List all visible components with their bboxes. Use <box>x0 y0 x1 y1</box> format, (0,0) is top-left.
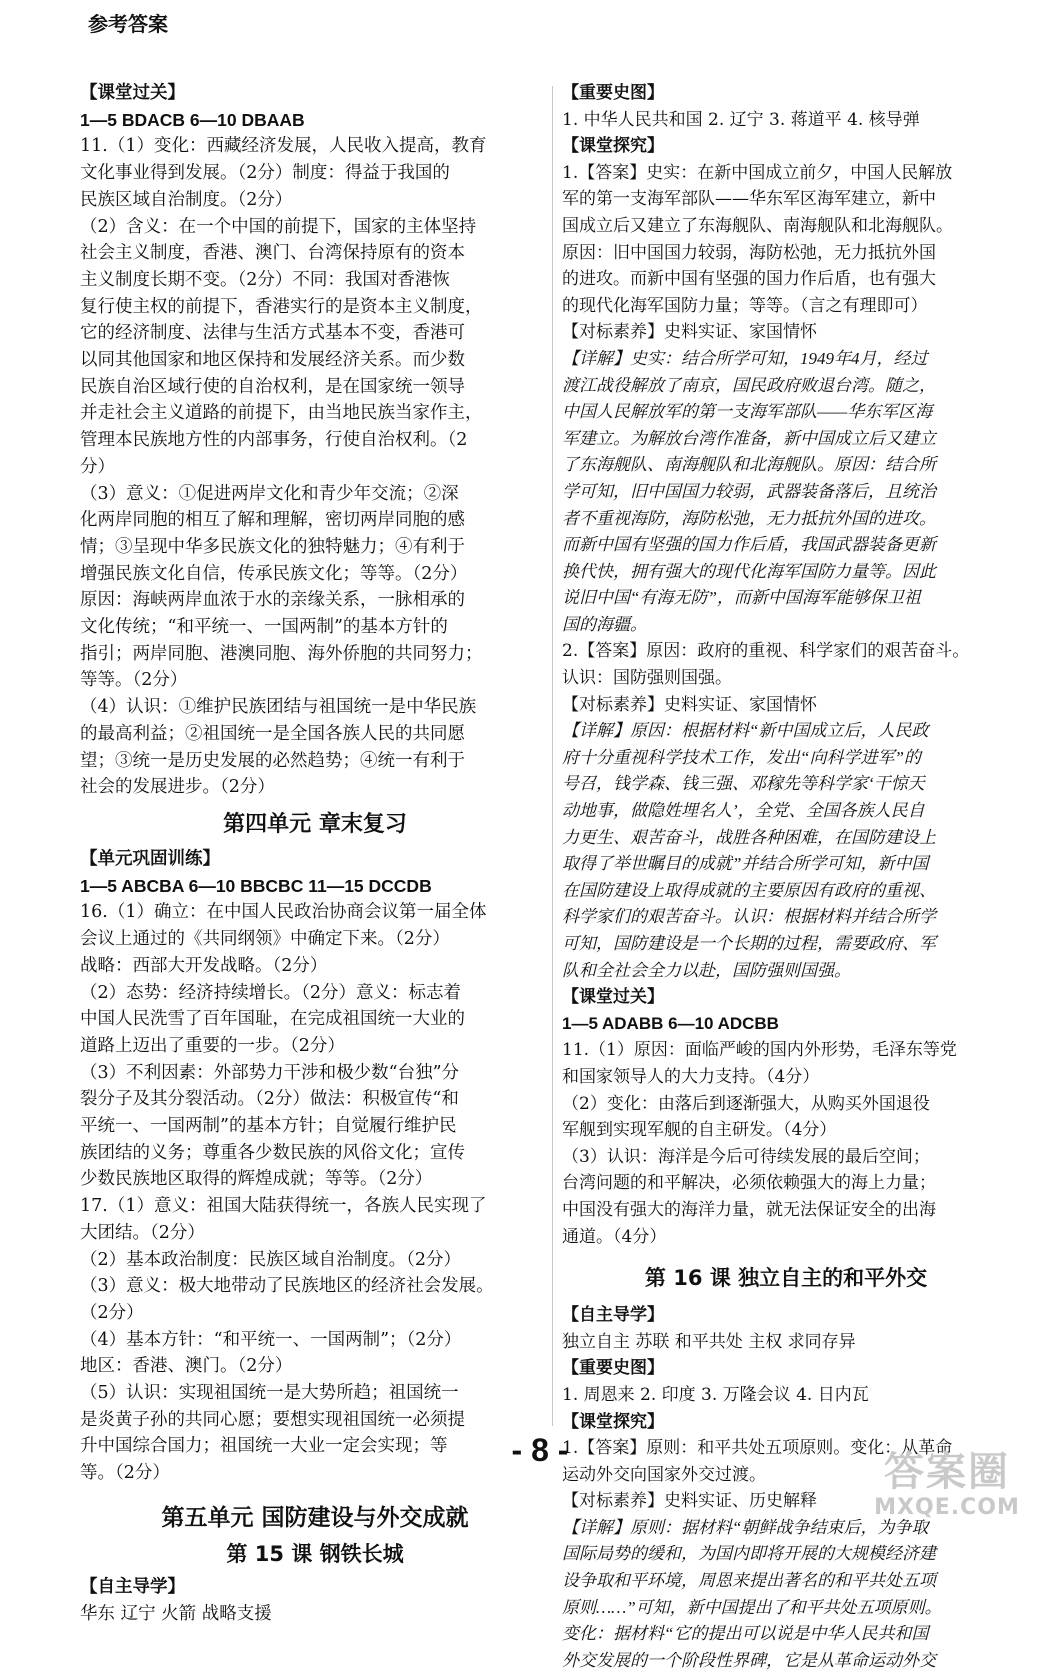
text-line: 社会主义制度，香港、澳门、台湾保持原有的资本 <box>80 243 465 264</box>
text-line: 1—5 ABCBA 6—10 BBCBC 11—15 DCCDB <box>80 875 432 896</box>
text-line: 原因：旧中国国力较弱，海防松弛，无力抵抗外国 <box>562 242 936 263</box>
text-line: 11.（1）变化：西藏经济发展，人民收入提高，教育 <box>80 136 487 157</box>
unit4-title: 第四单元 章末复习 <box>223 811 407 837</box>
text-line: 【对标素养】史料实证、家国情怀 <box>562 322 817 343</box>
text-line: 的现代化海军国防力量；等等。（言之有理即可） <box>562 295 928 316</box>
text-line: 换代快，拥有强大的现代化海军国防力量等。因此 <box>562 561 936 581</box>
text-line: 变化：据材料“它的提出可以说是中华人民共和国 <box>562 1624 929 1644</box>
text-line: 中国人民洗雪了百年国耻，在完成祖国统一大业的 <box>80 1009 465 1030</box>
text-line: 管理本民族地方性的内部事务，行使自治权利。（2 <box>80 430 468 451</box>
text-line: 科学家们的艰苦奋斗。认识：根据材料并结合所学 <box>562 907 936 927</box>
section-tag: 【课堂探究】 <box>562 136 664 157</box>
section-tag: 【自主导学】 <box>562 1305 664 1326</box>
text-line: 而新中国有坚强的国力作后盾，我国武器装备更新 <box>562 535 936 555</box>
text-line: 平统一、一国两制”的基本方针；自觉履行维护民 <box>80 1116 457 1137</box>
section-tag: 【重要史图】 <box>562 83 664 103</box>
text-line: 动地事，做隐姓埋名人’，全党、全国各族人民自 <box>562 801 925 821</box>
lesson15-title: 第 15 课 钢铁长城 <box>226 1541 404 1566</box>
text-line: 升中国综合国力；祖国统一大业一定会实现；等 <box>80 1436 448 1457</box>
section-tag: 【单元巩固训练】 <box>80 848 220 869</box>
text-line: 【详解】原因：根据材料“新中国成立后，人民政 <box>562 721 929 741</box>
text-line: 原则……”可知，新中国提出了和平共处五项原则。 <box>562 1597 942 1617</box>
section-tag: 【课堂过关】 <box>562 987 664 1008</box>
text-line: 国际局势的缓和，为国内即将开展的大规模经济建 <box>562 1544 936 1564</box>
text-line: 1. 周恩来 2. 印度 3. 万隆会议 4. 日内瓦 <box>562 1384 869 1405</box>
lesson15-guide-block <box>80 1574 550 1627</box>
text-line: 17.（1）意义：祖国大陆获得统一，各族人民实现了 <box>80 1196 487 1217</box>
text-line: 1.【答案】史实：在新中国成立前夕，中国人民解放 <box>562 162 953 183</box>
text-line: 1. 中华人民共和国 2. 辽宁 3. 蒋道平 4. 核导弹 <box>562 109 920 130</box>
text-line: 16.（1）确立：在中国人民政治协商会议第一届全体 <box>80 902 487 923</box>
text-line: 1—5 BDACB 6—10 DBAAB <box>80 109 305 130</box>
text-line: 它的经济制度、法律与生活方式基本不变，香港可 <box>80 323 465 344</box>
text-line: （3）不利因素：外部势力干涉和极少数“台独”分 <box>80 1062 460 1083</box>
text-line: （2）含义：在一个中国的前提下，国家的主体坚持 <box>80 216 477 237</box>
text-line: 说旧中国“有海无防”，而新中国海军能够保卫祖 <box>562 588 921 608</box>
section-tag: 【课堂探究】 <box>562 1411 664 1432</box>
text-line: （5）认识：实现祖国统一是大势所趋；祖国统一 <box>80 1383 459 1404</box>
text-line: 裂分子及其分裂活动。（2分）做法：积极宣传“和 <box>80 1089 459 1110</box>
text-line: 中国没有强大的海洋力量，就无法保证安全的出海 <box>562 1199 936 1220</box>
left-column <box>80 80 550 1627</box>
text-line: 分） <box>80 456 115 477</box>
text-line: 并走社会主义道路的前提下，由当地民族当家作主， <box>80 403 483 424</box>
text-line: 民族区域自治制度。（2分） <box>80 189 293 210</box>
section-tag: 【课堂过关】 <box>80 83 185 103</box>
text-line: （4）认识：①维护民族团结与祖国统一是中华民族 <box>80 697 477 718</box>
text-line: 外交发展的一个阶段性界碑，它是从革命运动外交 <box>562 1650 936 1670</box>
text-line: 等等。（2分） <box>80 670 188 691</box>
text-line: 可知，国防建设是一个长期的过程，需要政府、军 <box>562 934 936 953</box>
text-line: 【对标素养】史料实证、历史解释 <box>562 1491 817 1512</box>
text-line: 望；③统一是历史发展的必然趋势；④统一有利于 <box>80 750 465 771</box>
text-line: 【详解】原则：据材料“朝鲜战争结束后，为争取 <box>562 1517 929 1537</box>
page-header: 参考答案 <box>88 12 168 36</box>
text-line: 通道。（4分） <box>562 1226 667 1247</box>
text-line: （3）意义：极大地带动了民族地区的经济社会发展。 <box>80 1276 494 1297</box>
text-line: 化两岸同胞的相互了解和理解，密切两岸同胞的感 <box>80 510 465 531</box>
text-line: 复行使主权的前提下，香港实行的是资本主义制度， <box>80 296 483 317</box>
text-line: 军的第一支海军部队——华东军区海军建立，新中 <box>562 189 936 210</box>
text-line: 军建立。为解放台湾作准备，新中国成立后又建立 <box>562 428 936 448</box>
text-line: 2.【答案】原因：政府的重视、科学家们的艰苦奋斗。 <box>562 641 970 662</box>
text-line: 以同其他国家和地区保持和发展经济关系。而少数 <box>80 350 465 371</box>
text-line: （2）变化：由落后到逐渐强大，从购买外国退役 <box>562 1093 930 1114</box>
text-line: 国的海疆。 <box>562 614 647 634</box>
text-line: （3）意义：①促进两岸文化和青少年交流；②深 <box>80 483 459 504</box>
text-line: 国成立后又建立了东海舰队、南海舰队和北海舰队。 <box>562 215 953 236</box>
text-line: 道路上迈出了重要的一步。（2分） <box>80 1035 345 1056</box>
right-column <box>562 80 1010 1674</box>
text-line: 府十分重视科学技术工作，发出“向科学进军”的 <box>562 747 921 767</box>
text-line: 等。（2分） <box>80 1463 170 1484</box>
text-line: 中国人民解放军的第一支海军部队——华东军区海 <box>562 402 933 422</box>
text-line: 的最高利益；②祖国统一是全国各族人民的共同愿 <box>80 723 465 744</box>
watermark-logo <box>852 1450 1042 1530</box>
text-line: 者不重视海防，海防松弛，无力抵抗外国的进攻。 <box>562 508 936 528</box>
text-line: 的进攻。而新中国有坚强的国力作后盾，也有强大 <box>562 269 936 290</box>
text-line: 学可知，旧中国国力较弱，武器装备落后，且统治 <box>562 481 936 501</box>
text-line: 社会的发展进步。（2分） <box>80 777 275 798</box>
watermark-url: MXQE.COM <box>874 1495 1020 1520</box>
section-tag: 【重要史图】 <box>562 1358 664 1379</box>
text-line: 设争取和平环境，周恩来提出著名的和平共处五项 <box>562 1571 936 1591</box>
text-line: 战略：西部大开发战略。（2分） <box>80 955 328 976</box>
unit5-title: 第五单元 国防建设与外交成就 <box>161 1504 469 1531</box>
text-line: 文化事业得到发展。（2分）制度：得益于我国的 <box>80 163 450 184</box>
text-line: 民族自治区域行使的自治权利，是在国家统一领导 <box>80 376 465 397</box>
text-line: 大团结。（2分） <box>80 1222 205 1243</box>
text-line: 原因：海峡两岸血浓于水的亲缘关系，一脉相承的 <box>80 590 465 611</box>
text-line: 华东 辽宁 火箭 战略支援 <box>80 1603 272 1624</box>
text-line: 情；③呈现中华多民族文化的独特魅力；④有利于 <box>80 536 465 557</box>
text-line: 军舰到实现军舰的自主研发。（4分） <box>562 1120 837 1141</box>
watermark-text: 答案圈 <box>884 1449 1010 1495</box>
text-line: 渡江战役解放了南京，国民政府败退台湾。随之， <box>562 375 936 395</box>
text-line: 是炎黄子孙的共同心愿；要想实现祖国统一必须提 <box>80 1409 465 1430</box>
text-line: 主义制度长期不变。（2分）不同：我国对香港恢 <box>80 269 450 290</box>
text-line: 1.【答案】原则：和平共处五项原则。变化：从革命 <box>562 1438 953 1459</box>
text-line: （3）认识：海洋是今后可待续发展的最后空间； <box>562 1146 930 1167</box>
text-line: 队和全社会全力以赴，国防强则国强。 <box>562 960 851 980</box>
text-line: 族团结的义务；尊重各少数民族的风俗文化；宣传 <box>80 1142 465 1163</box>
text-line: 指引；两岸同胞、港澳同胞、海外侨胞的共同努力； <box>80 643 483 664</box>
text-line: 取得了举世瞩目的成就”并结合所学可知，新中国 <box>562 854 929 874</box>
text-line: （2）态势：经济持续增长。（2分）意义：标志着 <box>80 982 462 1003</box>
text-line: 1—5 ADABB 6—10 ADCBB <box>562 1013 779 1033</box>
text-line: 【对标素养】史料实证、家国情怀 <box>562 694 817 715</box>
text-line: 号召，钱学森、钱三强、邓稼先等科学家‘干惊天 <box>562 774 925 794</box>
text-line: 了东海舰队、南海舰队和北海舰队。原因：结合所 <box>562 455 936 475</box>
text-line: 台湾问题的和平解决，必须依赖强大的海上力量； <box>562 1173 936 1194</box>
text-line: 认识：国防强则国强。 <box>562 668 732 689</box>
section-tag: 【自主导学】 <box>80 1576 185 1597</box>
text-line: （2）基本政治制度：民族区域自治制度。（2分） <box>80 1249 462 1270</box>
left-answers-block <box>80 80 550 801</box>
text-line: 11.（1）原因：面临严峻的国内外形势，毛泽东等党 <box>562 1040 957 1061</box>
text-line: （4）基本方针：“和平统一、一国两制”；（2分） <box>80 1329 462 1350</box>
text-line: 会议上通过的《共同纲领》中确定下来。（2分） <box>80 929 450 950</box>
right-answers-block <box>562 80 1010 1250</box>
text-line: 【详解】史实：结合所学可知，1949年4月，经过 <box>562 348 928 368</box>
text-line: 地区：香港、澳门。（2分） <box>80 1356 293 1377</box>
text-line: 文化传统；“和平统一、一国两制”的基本方针的 <box>80 617 448 638</box>
text-line: 少数民族地区取得的辉煌成就；等等。（2分） <box>80 1169 433 1190</box>
text-line: 独立自主 苏联 和平共处 主权 求同存异 <box>562 1331 856 1352</box>
unit4-review-block <box>80 846 550 1487</box>
column-divider <box>552 86 553 1426</box>
text-line: 和国家领导人的大力支持。（4分） <box>562 1066 820 1087</box>
text-line: 运动外交向国家外交过渡。 <box>562 1464 766 1485</box>
lesson16-title: 第 16 课 独立自主的和平外交 <box>644 1266 928 1291</box>
page-number: - 8 - <box>511 1432 569 1468</box>
text-line: 增强民族文化自信，传承民族文化；等等。（2分） <box>80 563 468 584</box>
text-line: （2分） <box>80 1302 144 1323</box>
text-line: 在国防建设上取得成就的主要原因有政府的重视、 <box>562 880 936 900</box>
text-line: 力更生、艰苦奋斗，战胜各种困难，在国防建设上 <box>562 827 936 847</box>
